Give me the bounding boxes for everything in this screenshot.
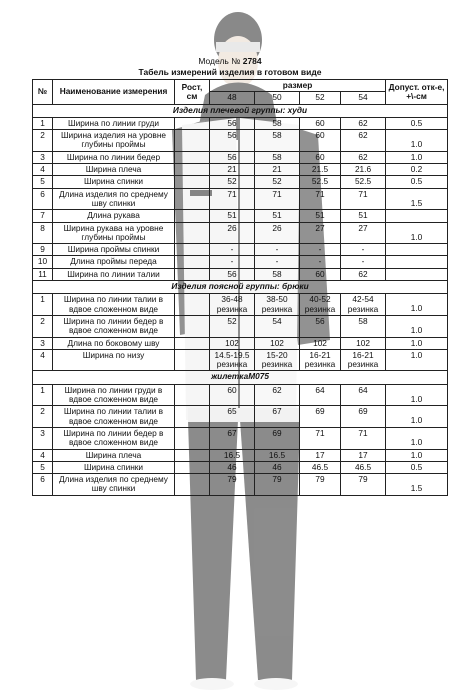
row-number: 5 [33,176,53,188]
row-name: Длина изделия по среднему шву спинки [53,188,175,210]
value-48: 56 [210,268,255,280]
row-tolerance [386,256,448,268]
value-54: 62 [341,130,386,152]
row-height [175,210,210,222]
value-54: 17 [341,449,386,461]
row-height [175,130,210,152]
row-height [175,268,210,280]
value-52: 17 [300,449,341,461]
value-50: 21 [255,164,300,176]
col-tolerance-header: Допуст. отк-е, +\-см [386,80,448,105]
table-row [33,461,448,473]
row-name: Ширина плеча [53,164,175,176]
row-number: 3 [33,151,53,163]
value-54: 71 [341,427,386,449]
value-50: - [255,244,300,256]
row-height [175,474,210,496]
value-48: 16.5 [210,449,255,461]
value-54: 71 [341,188,386,210]
value-50: 102 [255,337,300,349]
table-row [33,406,448,428]
row-name: Ширина по линии бедер в вдвое сложенном виде [53,315,175,337]
value-50: 58 [255,151,300,163]
size-50: 50 [255,92,300,104]
value-54: 62 [341,268,386,280]
row-height [175,188,210,210]
row-name: Ширина плеча [53,449,175,461]
col-name-header: Наименование измерения [53,80,175,105]
row-number: 8 [33,222,53,244]
value-48: 56 [210,130,255,152]
size-52: 52 [300,92,341,104]
row-tolerance [386,210,448,222]
row-height [175,164,210,176]
value-50: 62 [255,384,300,406]
value-48: 56 [210,117,255,129]
value-50: 16.5 [255,449,300,461]
value-54: 102 [341,337,386,349]
table-row [33,349,448,371]
row-tolerance: 0.5 [386,461,448,473]
section-header [33,104,448,117]
section-header [33,281,448,294]
table-body [33,104,448,495]
model-caption [0,56,460,66]
col-height-header: Рост, см [175,80,210,105]
row-height [175,244,210,256]
row-height [175,337,210,349]
row-height [175,294,210,316]
value-54: - [341,244,386,256]
row-tolerance: 1.0 [386,349,448,371]
value-50: 15-20 резинка [255,349,300,371]
table-row [33,384,448,406]
row-number: 7 [33,210,53,222]
value-54: 62 [341,151,386,163]
value-54: 64 [341,384,386,406]
row-height [175,406,210,428]
row-name: Длина изделия по среднему шву спинки [53,474,175,496]
row-name: Ширина по низу [53,349,175,371]
sheet-title: Табель измерений изделия в готовом виде [138,67,322,77]
row-tolerance: 1.0 [386,427,448,449]
size-54: 54 [341,92,386,104]
row-number: 1 [33,294,53,316]
row-tolerance: 1.0 [386,406,448,428]
row-number: 11 [33,268,53,280]
value-50: 26 [255,222,300,244]
row-tolerance [386,244,448,256]
row-height [175,349,210,371]
value-54: 58 [341,315,386,337]
value-48: - [210,244,255,256]
value-52: - [300,256,341,268]
value-54: 16-21 резинка [341,349,386,371]
row-height [175,256,210,268]
section-title: жилеткаМ075 [33,371,448,384]
value-54: 42-54 резинка [341,294,386,316]
value-52: 71 [300,188,341,210]
row-number: 1 [33,117,53,129]
row-name: Ширина спинки [53,461,175,473]
table-row [33,151,448,163]
row-name: Ширина спинки [53,176,175,188]
table-row [33,427,448,449]
value-52: 16-21 резинка [300,349,341,371]
row-tolerance: 0.5 [386,117,448,129]
row-number: 6 [33,474,53,496]
row-name: Длина по боковому шву [53,337,175,349]
row-tolerance: 0.5 [386,176,448,188]
value-52: 21.5 [300,164,341,176]
row-height [175,461,210,473]
value-54: 21.6 [341,164,386,176]
value-54: - [341,256,386,268]
value-50: 54 [255,315,300,337]
row-tolerance: 1.5 [386,188,448,210]
row-number: 3 [33,427,53,449]
table-row [33,315,448,337]
table-row [33,222,448,244]
value-52: 102 [300,337,341,349]
row-tolerance: 1.0 [386,151,448,163]
table-head [33,80,448,105]
value-50: 67 [255,406,300,428]
value-50: 69 [255,427,300,449]
value-48: 36-48 резинка [210,294,255,316]
value-54: 52.5 [341,176,386,188]
row-tolerance: 1.0 [386,449,448,461]
measurement-table [32,79,448,496]
row-tolerance: 1.0 [386,315,448,337]
section-title: Изделия плечевой группы: худи [33,104,448,117]
row-number: 2 [33,315,53,337]
value-54: 62 [341,117,386,129]
value-52: 52.5 [300,176,341,188]
table-row [33,449,448,461]
row-tolerance: 0.2 [386,164,448,176]
table-row [33,474,448,496]
value-52: 51 [300,210,341,222]
row-height [175,449,210,461]
value-52: 56 [300,315,341,337]
row-tolerance: 1.0 [386,222,448,244]
value-50: 71 [255,188,300,210]
value-48: 21 [210,164,255,176]
value-52: 60 [300,117,341,129]
table-row [33,294,448,316]
row-number: 4 [33,449,53,461]
value-54: 46.5 [341,461,386,473]
row-height [175,427,210,449]
row-number: 4 [33,349,53,371]
row-name: Ширина проймы спинки [53,244,175,256]
value-52: 69 [300,406,341,428]
row-name: Ширина по линии бедер в вдвое сложенном виде [53,427,175,449]
value-52: 64 [300,384,341,406]
value-50: 51 [255,210,300,222]
table-row [33,130,448,152]
value-50: 79 [255,474,300,496]
row-name: Ширина по линии бедер [53,151,175,163]
row-tolerance: 1.0 [386,294,448,316]
value-52: 60 [300,151,341,163]
table-row [33,176,448,188]
row-tolerance: 1.5 [386,474,448,496]
row-number: 4 [33,164,53,176]
row-name: Ширина изделия на уровне глубины проймы [53,130,175,152]
row-height [175,222,210,244]
value-48: 26 [210,222,255,244]
row-number: 6 [33,188,53,210]
col-num-header: № [33,80,53,105]
value-52: 71 [300,427,341,449]
table-row [33,268,448,280]
value-48: 79 [210,474,255,496]
section-title: Изделия поясной группы: брюки [33,281,448,294]
value-52: 60 [300,130,341,152]
table-row [33,256,448,268]
row-tolerance: 1.0 [386,337,448,349]
value-48: 14.5-19.5 резинка [210,349,255,371]
table-row [33,164,448,176]
row-number: 2 [33,130,53,152]
value-52: 27 [300,222,341,244]
row-name: Длина проймы переда [53,256,175,268]
table-row [33,188,448,210]
value-48: 56 [210,151,255,163]
row-tolerance [386,268,448,280]
size-48: 48 [210,92,255,104]
value-50: 46 [255,461,300,473]
value-48: - [210,256,255,268]
value-52: - [300,244,341,256]
row-height [175,151,210,163]
value-52: 40-52 резинка [300,294,341,316]
value-48: 52 [210,315,255,337]
value-52: 60 [300,268,341,280]
row-number: 9 [33,244,53,256]
row-height [175,384,210,406]
value-48: 52 [210,176,255,188]
value-48: 102 [210,337,255,349]
col-size-header: размер [210,80,386,92]
row-height [175,117,210,129]
row-name: Ширина по линии талии в вдвое сложенном виде [53,406,175,428]
row-name: Ширина по линии талии в вдвое сложенном виде [53,294,175,316]
value-50: 58 [255,130,300,152]
row-number: 1 [33,384,53,406]
value-50: 58 [255,117,300,129]
row-tolerance: 1.0 [386,130,448,152]
value-52: 79 [300,474,341,496]
value-50: 52 [255,176,300,188]
value-54: 27 [341,222,386,244]
row-number: 3 [33,337,53,349]
row-name: Длина рукава [53,210,175,222]
value-52: 46.5 [300,461,341,473]
row-name: Ширина рукава на уровне глубины проймы [53,222,175,244]
model-number: 2784 [242,56,262,66]
value-48: 46 [210,461,255,473]
table-row [33,244,448,256]
row-number: 5 [33,461,53,473]
row-height [175,315,210,337]
row-name: Ширина по линии талии [53,268,175,280]
value-48: 67 [210,427,255,449]
table-row [33,117,448,129]
value-48: 60 [210,384,255,406]
value-48: 71 [210,188,255,210]
value-50: - [255,256,300,268]
row-height [175,176,210,188]
row-number: 2 [33,406,53,428]
value-48: 51 [210,210,255,222]
row-name: Ширина по линии груди [53,117,175,129]
value-54: 69 [341,406,386,428]
value-50: 58 [255,268,300,280]
row-number: 10 [33,256,53,268]
section-header [33,371,448,384]
value-54: 79 [341,474,386,496]
table-row [33,210,448,222]
value-54: 51 [341,210,386,222]
value-48: 65 [210,406,255,428]
row-tolerance: 1.0 [386,384,448,406]
table-row [33,337,448,349]
row-name: Ширина по линии груди в вдвое сложенном виде [53,384,175,406]
value-50: 38-50 резинка [255,294,300,316]
model-label: Модель № [198,56,241,66]
